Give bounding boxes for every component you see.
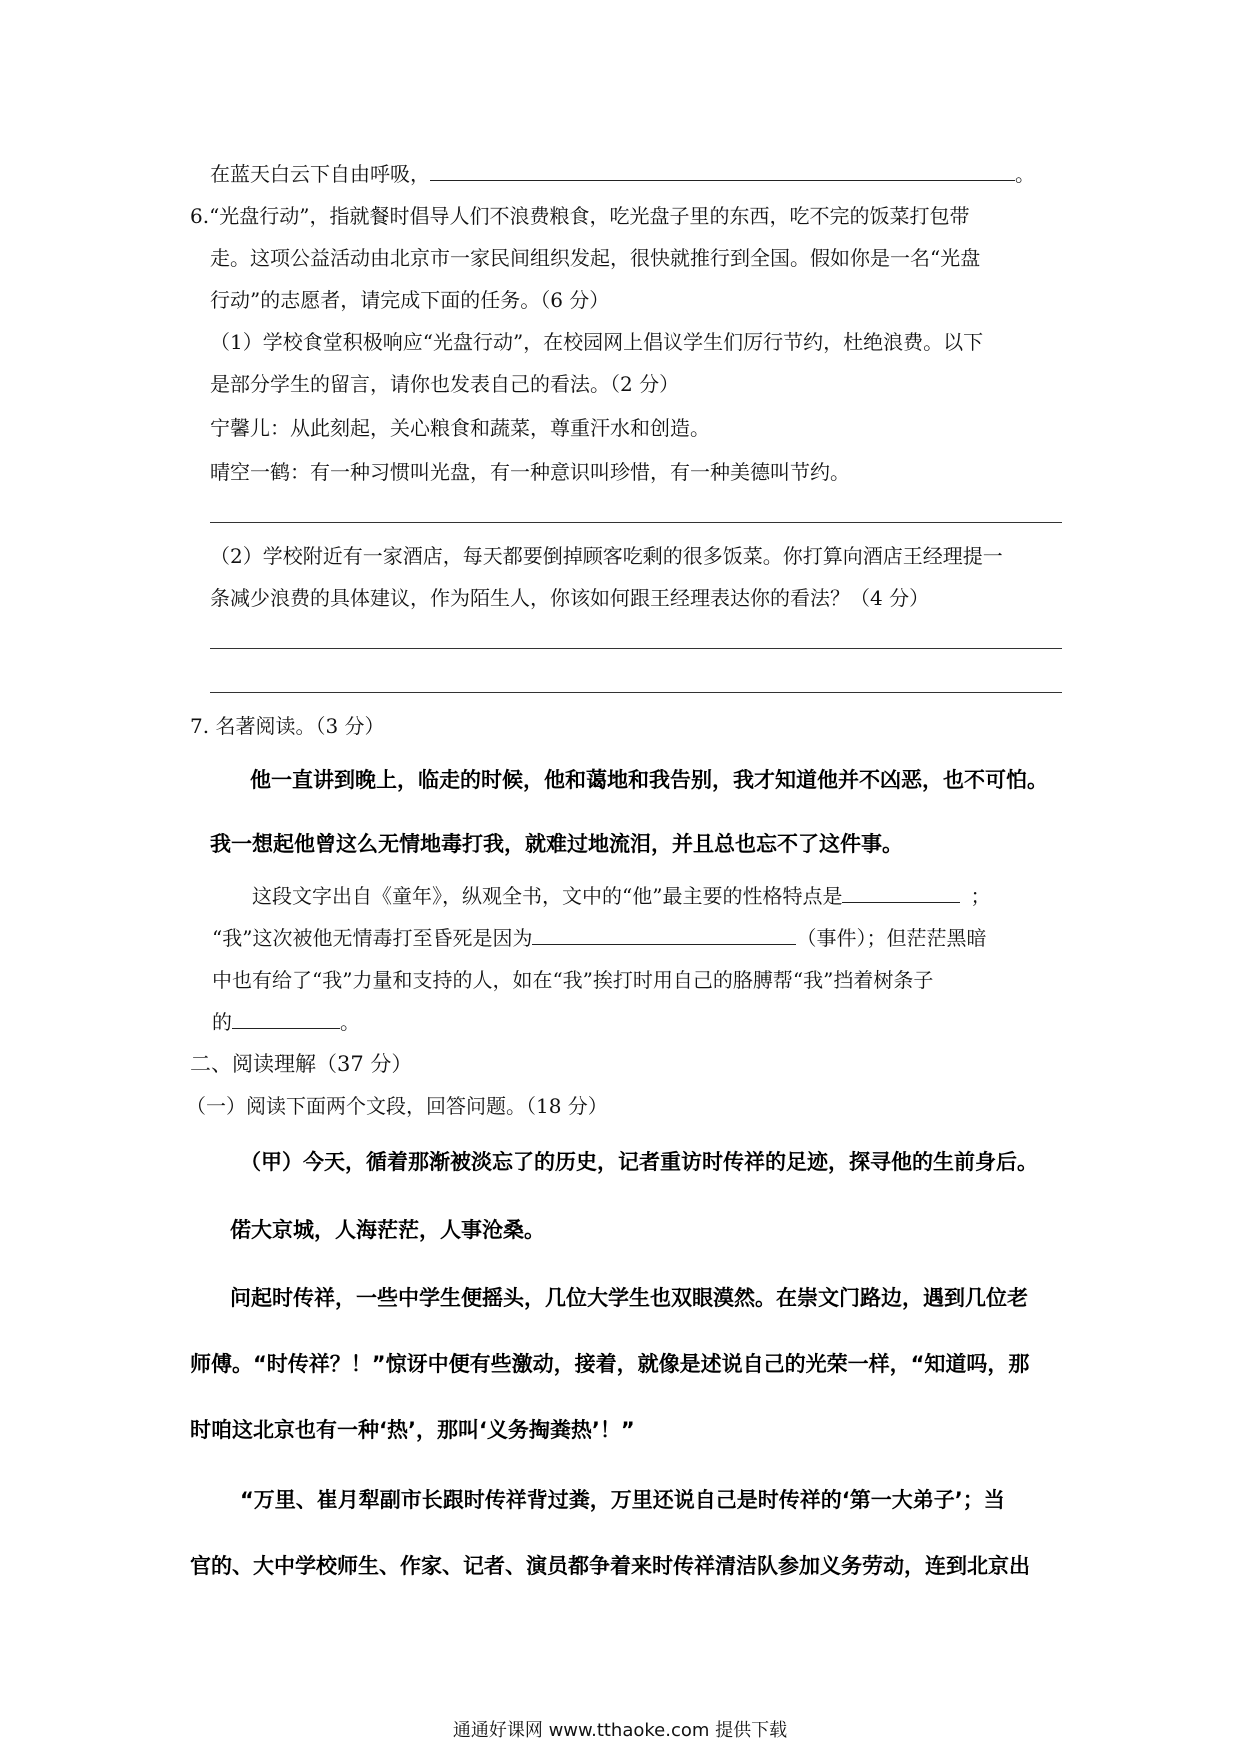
q6-line-2: 走。这项公益活动由北京市一家民间组织发起，很快就推行到全国。假如你是一名“光盘 <box>210 246 981 270</box>
passage-line-7: 官的、大中学校师生、作家、记者、演员都争着来时传祥清洁队参加义务劳动，连到北京出 <box>190 1554 1030 1578</box>
section2-subtitle: （一）阅读下面两个文段，回答问题。（18 分） <box>186 1094 608 1118</box>
q7-q2-text-b: （事件）；但茫茫黑暗 <box>796 926 987 950</box>
q5-prefix: 在蓝天白云下自由呼吸， <box>210 162 430 186</box>
q6-part2-answer-line-1[interactable] <box>210 648 1062 649</box>
q6-part1-line-1: （1）学校食堂积极响应“光盘行动”，在校园网上倡议学生们厉行节约，杜绝浪费。以下 <box>210 330 984 354</box>
q7-q1-text: 这段文字出自《童年》，纵观全书，文中的“他”最主要的性格特点是 <box>252 884 843 908</box>
q6-part1-line-2: 是部分学生的留言，请你也发表自己的看法。（2 分） <box>210 372 680 396</box>
passage-line-4: 师傅。“时传祥？！”惊讶中便有些激动，接着，就像是述说自己的光荣一样，“知道吗，那 <box>190 1352 1030 1376</box>
q7-q4-text-b: 。 <box>340 1010 360 1034</box>
q7-q4-text-a: 的 <box>212 1010 232 1034</box>
q6-part2-line-2: 条减少浪费的具体建议，作为陌生人，你该如何跟王经理表达你的看法？（4 分） <box>210 586 930 610</box>
passage-line-1: （甲）今天，循着那渐被淡忘了的历史，记者重访时传祥的足迹，探寻他的生前身后。 <box>240 1150 1038 1174</box>
q6-line-3: 行动”的志愿者，请完成下面的任务。（6 分） <box>210 288 610 312</box>
q5-suffix: 。 <box>1015 162 1035 186</box>
q7-question-line-4 <box>212 1008 360 1036</box>
q7-quote-line-2: 我一想起他曾这么无情地毒打我，就难过地流泪，并且总也忘不了这件事。 <box>210 832 903 856</box>
q7-question-line-3: 中也有给了“我”力量和支持的人，如在“我”挨打时用自己的胳膊帮“我”挡着树条子 <box>212 968 934 992</box>
q6-line-1: 6.“光盘行动”，指就餐时倡导人们不浪费粮食，吃光盘子里的东西，吃不完的饭菜打包带 <box>190 204 970 228</box>
q7-q2-text-a: “我”这次被他无情毒打至昏死是因为 <box>212 926 533 950</box>
q7-event-blank[interactable] <box>532 924 796 945</box>
q6-part1-answer-line[interactable] <box>210 522 1062 523</box>
passage-line-2: 偌大京城，人海茫茫，人事沧桑。 <box>230 1218 545 1242</box>
q7-q1-end: ； <box>970 884 991 908</box>
section2-title: 二、阅读理解（37 分） <box>190 1052 413 1076</box>
passage-line-5: 时咱这北京也有一种‘热’，那叫‘义务掏粪热’！” <box>190 1418 635 1442</box>
q5-blank[interactable] <box>430 160 1015 181</box>
q6-comment-2: 晴空一鹤：有一种习惯叫光盘，有一种意识叫珍惜，有一种美德叫节约。 <box>210 460 850 484</box>
q7-trait-blank[interactable] <box>842 882 960 903</box>
passage-line-3: 问起时传祥，一些中学生便摇头，几位大学生也双眼漠然。在崇文门路边，遇到几位老 <box>230 1286 1028 1310</box>
q6-part2-answer-line-2[interactable] <box>210 692 1062 693</box>
q7-question-line-1 <box>252 882 990 910</box>
q5-answer-line <box>210 160 1035 188</box>
passage-line-6: “万里、崔月犁副市长跟时传祥背过粪，万里还说自己是时传祥的‘第一大弟子’；当 <box>240 1488 1005 1512</box>
q6-comment-1: 宁馨儿：从此刻起，关心粮食和蔬菜，尊重汗水和创造。 <box>210 416 710 440</box>
q7-question-line-2 <box>212 924 986 952</box>
q7-title: 7. 名著阅读。（3 分） <box>190 714 385 738</box>
page-footer: 通通好课网 www.tthaoke.com 提供下载 <box>452 1720 788 1741</box>
q7-quote-line-1: 他一直讲到晚上，临走的时候，他和蔼地和我告别，我才知道他并不凶恶，也不可怕。 <box>250 768 1048 792</box>
q6-part2-line-1: （2）学校附近有一家酒店，每天都要倒掉顾客吃剩的很多饭菜。你打算向酒店王经理提一 <box>210 544 1003 568</box>
q7-person-blank[interactable] <box>232 1008 340 1029</box>
